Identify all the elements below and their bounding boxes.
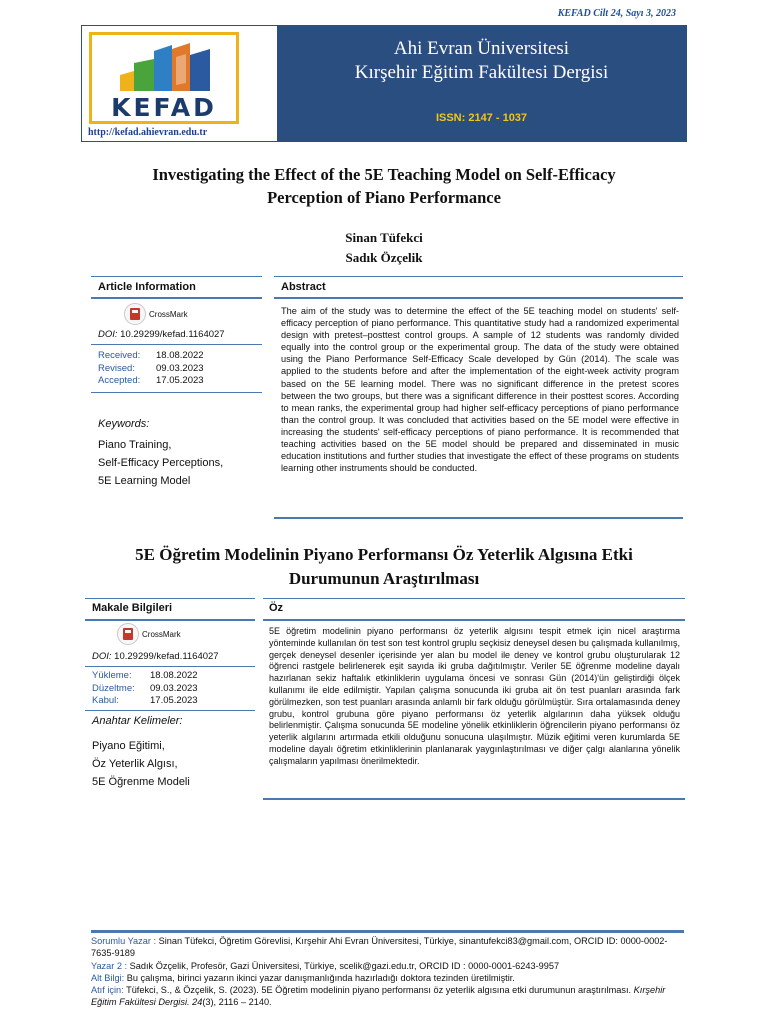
crossmark-label: CrossMark: [142, 629, 181, 639]
divider: [274, 297, 683, 299]
revised-row: [98, 363, 204, 376]
title-panel: [277, 26, 686, 141]
journal-header: [81, 25, 687, 142]
footnote-label: Sorumlu Yazar :: [91, 936, 157, 946]
makale-bilgileri-heading: Makale Bilgileri: [92, 602, 173, 614]
keyword: Öz Yeterlik Algısı,: [92, 758, 178, 770]
revised-date: 09.03.2023: [156, 362, 204, 374]
duzeltme-row: [92, 683, 198, 696]
logo-panel: [82, 26, 277, 141]
article-info-heading: Article Information: [98, 281, 196, 293]
accepted-row: [98, 375, 204, 388]
makale-tarihleri: [92, 670, 198, 708]
keyword: 5E Learning Model: [98, 475, 191, 487]
anahtar-kelimeler-list: [92, 737, 190, 791]
crossmark-icon: [124, 303, 146, 325]
doi-label: DOI:: [98, 329, 118, 340]
footnote-label: Alt Bilgi:: [91, 972, 125, 983]
keyword: Self-Efficacy Perceptions,: [98, 457, 224, 469]
footnote-text: Sinan Tüfekci, Öğretim Görevlisi, Kırşehir Ahi Evran Üniversitesi, Türkiye, sinantufekci83@gmail.com, ORCID ID: 0000-0002-7635-9189: [91, 936, 668, 959]
duzeltme-date: 09.03.2023: [150, 682, 198, 694]
revised-label: Revised:: [98, 362, 135, 374]
divider: [85, 710, 255, 711]
paper-title-tr-line1: 5E Öğretim Modelinin Piyano Performansı Öz Yeterlik Algısına Etki: [135, 545, 633, 564]
paper-title-en-line2: Perception of Piano Performance: [267, 188, 501, 207]
crossmark-badge[interactable]: [124, 303, 188, 325]
crossmark-label: CrossMark: [149, 309, 188, 319]
citation-end: (3), 2116 – 2140.: [202, 997, 272, 1008]
kabul-label: Kabul:: [92, 695, 119, 706]
sub-note: [91, 972, 674, 984]
kefad-logo: [89, 32, 239, 124]
corresponding-author-note: [91, 935, 674, 960]
divider: [263, 598, 685, 599]
paper-title-en-line1: Investigating the Effect of the 5E Teaching Model on Self-Efficacy: [152, 165, 616, 184]
crossmark-badge-tr[interactable]: [117, 623, 181, 645]
citation-note: [91, 984, 674, 1009]
doi-value[interactable]: 10.29299/kefad.1164027: [114, 651, 219, 662]
footnote-label: Atıf için:: [91, 985, 124, 996]
keyword: Piyano Eğitimi,: [92, 740, 165, 752]
citation-journal: Kırşehir Eğitim Fakültesi Dergisi. 24: [91, 985, 666, 1008]
paper-title-en: [90, 163, 678, 209]
divider: [91, 297, 262, 299]
journal-title-line2: Kırşehir Eğitim Fakültesi Dergisi: [354, 62, 609, 83]
received-row: [98, 350, 204, 363]
author-2: Sadık Özçelik: [345, 250, 423, 265]
crossmark-icon: [117, 623, 139, 645]
doi-value[interactable]: 10.29299/kefad.1164027: [120, 329, 225, 340]
accepted-date: 17.05.2023: [156, 375, 204, 386]
anahtar-kelimeler-label: Anahtar Kelimeler:: [92, 715, 183, 727]
journal-url[interactable]: http://kefad.ahievran.edu.tr: [88, 127, 208, 138]
paper-title-tr: [80, 543, 688, 591]
authors: [0, 228, 768, 268]
doi: [98, 329, 225, 340]
divider: [91, 276, 262, 277]
divider: [85, 619, 255, 621]
footer-divider: [91, 930, 684, 933]
journal-title-line1: Ahi Evran Üniversitesi: [393, 38, 570, 59]
footnote-text: Sadık Özçelik, Profesör, Gazi Üniversitesi, Türkiye, scelik@gazi.edu.tr, ORCID ID : 0000-0001-6243-9957: [129, 960, 560, 971]
divider: [91, 392, 262, 393]
abstract-text: The aim of the study was to determine the effect of the 5E teaching model on students' self-efficacy perception of piano performance. This quantitative study had a randomized experimental design with pretest–posttest control groups. A sample of 12 students was randomly divided equally into the control group or the experimental group. The data of the study were obtained using the Piano Performance Self-Efficacy Scale developed by Gün (2014). The scale was applied to the students before and after the implementation of the eight-week activity program based on the 5E learning model. There was no significant difference in the pretest scores between the two groups, but there was a significant difference in their posttest scores. According to mean ranks, the experimental group had higher self-efficacy perceptions of piano performance than the control group. It was concluded that activities based on the 5E model were effective in increasing the students' self-efficacy perceptions of piano performance. It is recommended that teaching activities based on the 5E model should be prepared and disseminated in music education institutions and further studies that investigate the effect of these programs on students learning other instruments should be conducted.: [281, 306, 679, 474]
article-dates: [98, 350, 204, 388]
author-1: Sinan Tüfekci: [345, 230, 423, 245]
yukleme-row: [92, 670, 198, 683]
kabul-row: [92, 695, 198, 708]
divider: [263, 798, 685, 800]
accepted-label: Accepted:: [98, 375, 141, 386]
received-label: Received:: [98, 350, 141, 361]
paper-title-tr-line2: Durumunun Araştırılması: [288, 569, 480, 588]
kabul-date: 17.05.2023: [150, 695, 198, 706]
keywords-label: Keywords:: [98, 418, 150, 430]
doi-label: DOI:: [92, 651, 112, 662]
duzeltme-label: Düzeltme:: [92, 682, 135, 694]
divider: [274, 517, 683, 519]
issn: ISSN: 2147 - 1037: [435, 112, 528, 124]
footnotes: [91, 935, 674, 1009]
divider: [85, 666, 255, 667]
keyword: Piano Training,: [98, 439, 172, 451]
divider: [274, 276, 683, 277]
issue-info: KEFAD Cilt 24, Sayı 3, 2023: [557, 8, 676, 19]
keyword: 5E Öğrenme Modeli: [92, 776, 190, 788]
divider: [85, 598, 255, 599]
received-date: 18.08.2022: [156, 350, 204, 361]
divider: [263, 619, 685, 621]
divider: [91, 344, 262, 345]
citation-text: Tüfekci, S., & Özçelik, S. (2023). 5E Öğretim modelinin piyano performansı öz yeterlik algısına etki durumunun araştırılması.: [126, 985, 632, 996]
yukleme-label: Yükleme:: [92, 670, 132, 681]
second-author-note: [91, 960, 674, 972]
footnote-label: Yazar 2 :: [91, 960, 128, 971]
yukleme-date: 18.08.2022: [150, 670, 198, 681]
keywords-list: [98, 436, 223, 490]
doi-tr: [92, 651, 219, 662]
footnote-text: Bu çalışma, birinci yazarın ikinci yazar danışmanlığında hazırladığı doktora tezinden üretilmiştir.: [126, 972, 515, 983]
logo-text: KEFAD: [111, 93, 217, 122]
oz-text: 5E öğretim modelinin piyano performansı öz yeterlik algısını tespit etmek için nicel araştırma yönteminde kullanılan ön test son test kontrol gruplu seçkisiz deneysel desen bu çalışmada kullanılmış, gerçek deneysel desenler içerisinde yer alan bu model ile deney ve kontrol grubu oluşturularak 12 öğrenci rastgele belirlenerek eşit sayıda iki gruba dağıtılmıştır. Veriler 5E öğrenme modeline dayalı hazırlanan sekiz haftalık etkinliklerin uygulama öncesi ve sonrası Gün (2014)'ün geliştirdiği ölçek kullanımı ile elde edilmiştir. Yapılan çalışma sonucunda iki gruba ait ön test puanları arasında fark görülmezken, son test puanları arasında anlamlı bir fark olduğu görülmüştür. Sıra ortalamasında deney grubu, kontrol grubuna göre piyano performansı öz yeterlik algılarının daha yüksek olduğu belirlenmiştir. Çalışma sonucunda 5E modeline yönelik etkinliklerin öğrencilerin piyano performansı öz yeterlik algılarını artırmada etkili olduğunu sonucuna ulaşılmıştır. Müzik eğitimi veren kurumlarda 5E modeline dayalı öğretim etkinliklerinin planlanarak yaygınlaştırılması ve diğer çalgı alanlarına yönelik çalışmaların yapılması önerilmektedir.: [269, 626, 680, 766]
books-logo-icon: [110, 41, 220, 93]
oz-heading: Öz: [269, 602, 284, 614]
abstract-heading: Abstract: [281, 281, 326, 293]
